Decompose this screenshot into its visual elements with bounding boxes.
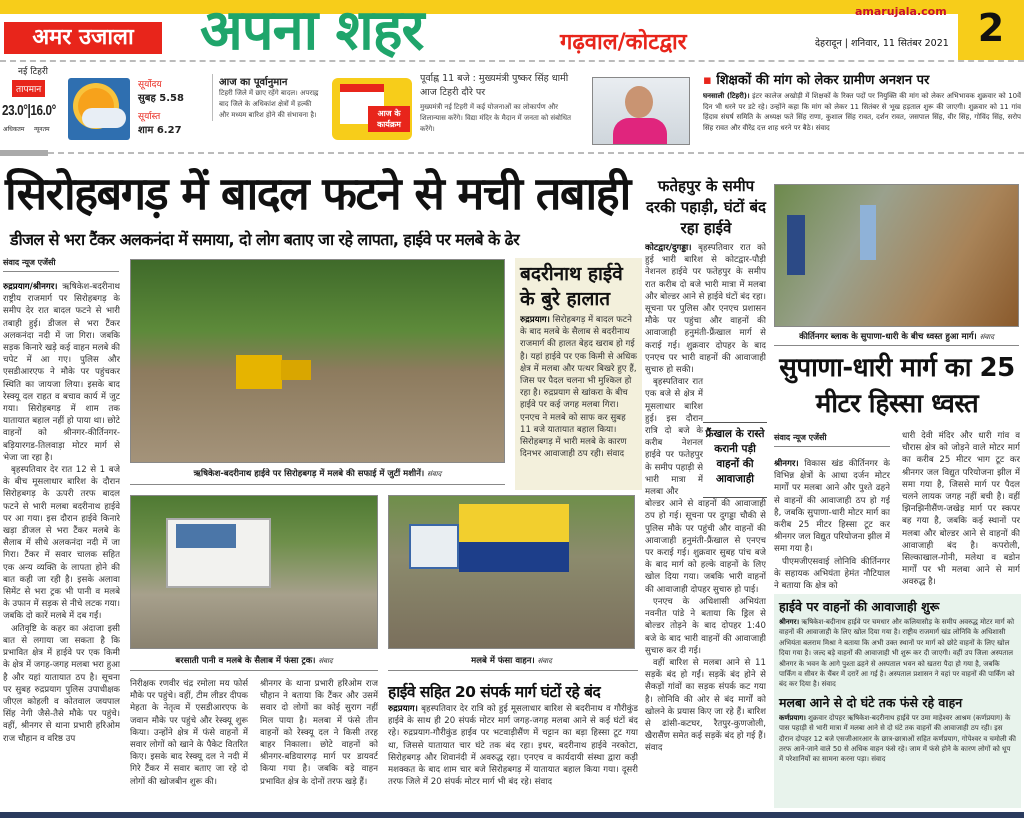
photo-machines-clearing-debris xyxy=(130,259,505,463)
chief-minister-photo xyxy=(592,77,690,145)
lead-headline: सिरोहबगड़ में बादल फटने से मची तबाही xyxy=(5,167,630,220)
lead-byline: संवाद न्यूज एजेंसी xyxy=(3,258,56,267)
green-box: हाईवे पर वाहनों की आवाजाही शुरू श्रीनगर। ऋषिकेश-बदीनाथ हाईवे पर चमधार और कलियासौड़ के समीप अवरुद्ध मोटर मार्ग को वाहनों की आवाजाही के लिए खोल दिया गया है। राष्ट्रीय राजमार्ग खंड लोनिवि के अधिशासी अभियंता बलराम मिश्रा ने बताया कि अभी उक्त स्थानों पर मार्ग को छोटे वाहनों के लिए खोल दिया गया है। जल्द बड़े वाहनों की आवाजाही भी शुरू कर दी जाएगी। वहीं उप जिला अस्पताल श्रीनगर के भवन के आगे पुश्ता ढहने से अस्पताल भवन को खतरा पैदा हो गया है, जबकि पार्किंग व सीवर के चैंबर में दरारें आ गई है। अस्पताल प्रशासन ने वहां पर वाहनों की पार्किंग को बंद कर दिया है। संवाद मलबा आने से दो घंटे तक फंसे रहे वाहन कर्णप्रयाग। शुक्रवार दोपहर ऋषिकेश-बदरीनाथ हाईवे पर उमा माहेश्वर आश्रम (कर्णप्रयाग) के पास पहाड़ी से भारी मात्रा में मलबा आने से दो घंटे तक वाहनों की आवाजाही ठप रही। इस दौरान दोपहर 12 बजे एसजीआरआर के छात्र-छात्राओं सहित कर्णप्रयाग, गोपेश्वर व चमोली की तरफ आने-जाने वाले 50 से अधिक वाहन फंसे रहे। जाम में फंसे होने के कारण लोगों को धूप में परेशानियों का सामना करना पड़ा। संवाद xyxy=(774,594,1021,808)
sunrise-time: सुबह 5.58 xyxy=(138,93,184,104)
temp-min-label: न्यूनतम xyxy=(34,126,50,133)
lead-column-2: निरीक्षक रणवीर चंद्र रमोला मय फोर्स मौके पर पहुंचे। वहीं, टीम लीडर दीपक मेहता के नेतृत्व में एसडीआरएफ के जवान मौके पर पहुंचे और रेस्क्यू शुरू किया। उन्होंने क्षेत्र में फंसे वाहनों में सवार लोगों को खाने के पैकेट वितरित किए। इसके बाद रेस्क्यू दल ने नदी में गिरे टैंकर में सवार बताए जा रहे दो लोगों की खोजबीन शुरू की। xyxy=(130,679,248,787)
fatehpur-pullquote: फ्रैंखाल के रास्ते करानी पड़ी वाहनों की आवाजाही xyxy=(703,422,767,498)
divider xyxy=(48,152,1024,154)
photo-damaged-road xyxy=(774,184,1019,327)
page-number: 2 xyxy=(977,6,1005,50)
forecast-text: टिहरी जिले में छाए रहेंगे बादल। अपराह्न बाद जिले के अधिकांश क्षेत्रों में हल्की और मध्यम बारिश होने की संभावना है। xyxy=(219,89,319,119)
fatehpur-column: कोटद्वार/दुगड्डा। बृहस्पतिवार रात को हुई भारी बारिश से कोटद्वार-पौड़ी नेशनल हाईवे पर फतेहपुर के समीप रात करीब दो बजे भारी मात्रा में मलबा और बोल्डर आने से हाईवे घंटों बंद रहा। सूचना पर पुलिस और एनएच प्रशासन मौके पर पहुंचा और वाहनों की आवाजाही हनुमंती-फ्रैंखाल मार्ग से कराई गई। शुक्रवार दोपहर के बाद एनएच पर भारी वाहनों की आवाजाही सुचारु हो सकी। बृहस्पतिवार रात एक बजे से क्षेत्र में मूसलाधार बारिश हुई। इस दौरान रात्रि दो बजे के करीब नेशनल हाईवे पर फतेहपुर के समीप पहाड़ी से भारी मात्रा में मलबा और बोल्डर आने से वाहनों की आवाजाही ठप हो गई। सूचना पर दुगड्डा चौकी से पुलिस मौके पर पहुंची और वाहनों की आवाजाही हनुमंती-फ्रैंखाल से एनएच पर कराई गई। शुक्रवार सुबह पांच बजे के बाद मार्ग को हल्के वाहनों के लिए खोल दिया गया। जबकि भारी वाहनों की आवाजाही दोपहर सुचारु हो पाई। एनएच के अधिशासी अभियंता नवनीत पांडे ने बताया कि ड्रिल से बोल्डर तोड़ने के बाद दोपहर 1:40 बजे के बाद भारी वाहनों की आवाजाही सुचारु कर दी गई। वहीं बारिश से मलबा आने से 11 सड़कें बंद हो गईं। सड़कें बंद होने से सैकड़ों गांवों का सड़क संपर्क कट गया है। लोनिवि की ओर से बंद मार्गों को खोलने के प्रयास किए जा रहे हैं। बारिश से ढांसी-कटघर, रैतपुर-कुणजोली, खैरासैंण समेत कई सड़कें बंद हो गई हैं। संवाद xyxy=(645,243,766,754)
caption: ऋषिकेश-बदरीनाथ हाईवे पर सिरोहबगड़ में मलबे की सफाई में जुटीं मशीनें। xyxy=(193,469,425,479)
badrinath-text: सिरोहबगड़ में बादल फटने के बाद मलबे के सैलाब से बदरीनाथ राजमार्ग की हालत बेहद खराब हो गई है। यहां हाईवे पर एक किमी से अधिक क्षेत्र में मलबा और पत्थर बिखरे हुए हैं, जिस पर पैदल चलना भी मुश्किल हो रहा है। रुद्रप्रयाग से खांकरा के बीच हाईवे पर कई जगह मलबा गिरा। एनएच ने मलबे को साफ कर सुबह 11 बजे यातायात बहाल किया। सिरोहबगड़ में भारी मलबे के कारण दिनभर आवाजाही ठप रही। संवाद xyxy=(520,315,637,460)
photo-vehicle-stuck xyxy=(388,495,635,649)
weather-city: नई टिहरी xyxy=(18,67,48,77)
program-badge: आज के कार्यक्रम xyxy=(368,106,410,132)
temp-min: 16.0° xyxy=(30,102,56,119)
forecast-title: आज का पूर्वानुमान xyxy=(219,77,288,88)
temperature-readout: 23.0°|16.0° xyxy=(2,102,56,119)
teachers-story: ▪ शिक्षकों की मांग को लेकर ग्रामीण अनशन पर घनसाली (टिहरी)। इंटर कालेज अखोड़ी में शिक्षकों के रिक्त पदों पर नियुक्ति की मांग को लेकर अभिभावक शुक्रवार को 10वें दिन भी धरने पर डटे रहे। उन्होंने कहा कि मांग को लेकर 11 सितंबर से भूख हड़ताल शुरू की जाएगी। शुक्रवार को 11 गांव हिंदाव संघर्ष समिति के अध्यक्ष फते सिंह राणा, कुशाल सिंह रावत, दर्शन रावत, जसपाल सिंह, वीर सिंह, गोविंद सिंह, सरोप सिंह रावत और वीरेंद्र दत्त शाह धरने पर बैठे। संवाद xyxy=(703,70,1021,133)
dateline-bar: देहरादून | शनिवार, 11 सितंबर 2021 xyxy=(815,38,949,49)
caption: मलबे में फंसा वाहन। xyxy=(471,656,535,666)
badrinath-box: बदरीनाथ हाईवे के बुरे हालात रुद्रप्रयाग। सिरोहबगड़ में बादल फटने के बाद मलबे के सैलाब से बदरीनाथ राजमार्ग की हालत बेहद खराब हो गई है। यहां हाईवे पर एक किमी से अधिक क्षेत्र में मलबा और पत्थर बिखरे हुए हैं, जिस पर पैदल चलना भी मुश्किल हो रहा है। रुद्रप्रयाग से खांकरा के बीच हाईवे पर कई जगह मलबा गिरा। एनएच ने मलबे को साफ कर सुबह 11 बजे यातायात बहाल किया। सिरोहबगड़ में भारी मलबे के कारण दिनभर आवाजाही ठप रही। संवाद xyxy=(515,258,642,490)
section-title: अपना शहर xyxy=(200,0,424,63)
footer-bar xyxy=(0,812,1024,818)
supana-byline: संवाद न्यूज एजेंसी xyxy=(774,433,827,442)
sunrise-label: सूर्योदय xyxy=(138,80,162,90)
temp-max-label: अधिकतम xyxy=(3,126,25,133)
badrinath-title: बदरीनाथ हाईवे के बुरे हालात xyxy=(520,263,623,310)
logo: अमर उजाला xyxy=(4,22,162,54)
supana-column-1: श्रीनगर। विकास खंड कीर्तिनगर के विभिन्न क्षेत्रों के आधा दर्जन मोटर मार्गों पर मलबा आने और पुश्ते ढहने से वाहनों की आवाजाही ठप हो गई है, जबकि सुपाणा-धारी मोटर मार्ग का करीब 25 मीटर हिस्सा टूट कर श्रीनगर जल विद्युत परियोजना झील में समा गया है। पीएमजीएसवाई लोनिवि कीर्तिनगर के सहायक अभियंता हेमंत नौटियाल ने बताया कि क्षेत्र को xyxy=(774,459,890,590)
sunset-time: शाम 6.27 xyxy=(138,125,182,136)
stuck-headline: मलबा आने से दो घंटे तक फंसे रहे वाहन xyxy=(779,694,963,710)
teachers-text: इंटर कालेज अखोड़ी में शिक्षकों के रिक्त पदों पर नियुक्ति की मांग को लेकर अभिभावक शुक्रवार को 10वें दिन भी धरने पर डटे रहे। उन्होंने कहा कि मांग को लेकर 11 सितंबर से भूख हड़ताल शुरू की जाएगी। शुक्रवार को 11 गांव हिंदाव संघर्ष समिति के अध्यक्ष फते सिंह राणा, कुशाल सिंह रावत, दर्शन रावत, जसपाल सिंह, वीर सिंह, गोविंद सिंह, सरोप सिंह रावत और वीरेंद्र दत्त शाह धरने पर बैठे। संवाद xyxy=(703,92,1021,132)
lead-column-1: रुद्रप्रयाग/श्रीनगर। ऋषिकेश-बदरीनाथ राष्ट्रीय राजमार्ग पर सिरोहबगड़ के समीप देर रात बादल फटने से भारी तबाही हुई। डीजल से भरा टैंकर अलकनंदा नदी में जा गिरा। जबकि सड़क किनारे खड़े कई वाहन मलबे की चपेट में आ गए। पुलिस और एसडीआरएफ ने मौके पर पहुंचकर स्थिति का जायजा लिया। इसके बाद रेस्क्यू दल राहत व बचाव कार्य में जुट गया। सिरोहबगड़ में शाम तक यातायात बहाल नहीं हो पाया था। छोटे वाहनों को श्रीनगर-कीर्तिनगर-बड़ियारगड-तिलवाड़ा मोटर मार्ग से भेजा जा रहा है। बृहस्पतिवार देर रात 12 से 1 बजे के बीच मूसलाधार बारिश के दौरान सिरोहबगड़ के ऊपरी तरफ बादल फटने से भारी मलबा बदरीनाथ हाईवे पर आ गया। इस दौरान हाईवे किनारे खड़ा डीजल से भरा टैंकर मलबे के सैलाब में सीधे अलकनंदा नदी में जा गिरा। टैंकर में सवार चालक सहित एक अन्य व्यक्ति के लापता होने की बात कही जा रही है। इसके अलावा सिमेंट से भरा ट्रक भी पानी व मलबे के उफान में सड़क से नीचे लटक गया। जबकि दो कारें मलबे में दब गईं। अतिवृष्टि के कहर का अंदाजा इसी बात से लगाया जा सकता है कि प्रभावित क्षेत्र में हाईवे पर एक किमी के क्षेत्र में जगह-जगह मलबा भरा हुआ है और यहां यातायात ठप है। सूचना पर सुबह रुद्रप्रयाग पुलिस उपाधीक्षक जीएल कोहली व कोतवाल जयपाल सिंह नेगी जैसे-तैसे मौके पर पहुंचे। वहीं, श्रीनगर से थाना प्रभारी हरिओम राज चौहान व वरिष्ठ उप xyxy=(3,282,120,744)
partly-cloudy-icon xyxy=(68,78,130,140)
supana-headline: सुपाणा-धारी मार्ग का 25 मीटर हिस्सा ध्वस्त xyxy=(779,353,1015,419)
roads20-headline: हाईवे सहित 20 संपर्क मार्ग घंटों रहे बंद xyxy=(388,683,601,701)
teachers-headline: ▪ शिक्षकों की मांग को लेकर ग्रामीण अनशन पर xyxy=(703,73,930,88)
photo-truck-in-debris xyxy=(130,495,378,649)
website: amarujala.com xyxy=(855,5,947,18)
program xyxy=(420,72,580,135)
program-title: पूर्वाह्न 11 बजे : मुख्यमंत्री पुष्कर सिंह धामी आज टिहरी दौरे पर xyxy=(420,73,569,98)
highway-open-headline: हाईवे पर वाहनों की आवाजाही शुरू xyxy=(779,599,940,614)
calendar-icon xyxy=(332,78,412,140)
caption: कीर्तिनगर ब्लाक के सुपाणा-धारी के बीच ध्वस्त हुआ मार्ग। xyxy=(799,332,977,342)
caption: बरसाती पानी व मलबे के सैलाब में फंसा ट्रक। xyxy=(175,656,316,666)
supana-column-2: धारी देवी मंदिर और धारी गांव व चौरास क्षेत्र को जोड़ने वाले मोटर मार्ग का करीब 25 मीटर भाग टूट कर श्रीनगर जल विद्युत परियोजना झील में समा गया है, जिससे मार्ग पर पैदल चलने लायक जगह नहीं बची है। वहीं झिनझिनीसैंण-जखेड़ मार्ग पर स्कपर बह गया है, जबकि कई स्थानों पर मलबा और बोल्डर आने से वाहनों की आवाजाही बंद है। कपरोली, सिल्काखाल-गोनी, मलेथा व बडोन मार्गों पर भी मलबा आने से मार्ग अवरुद्ध है। xyxy=(902,431,1020,588)
date: शनिवार, 11 सितंबर 2021 xyxy=(851,38,949,49)
lead-column-3: श्रीनगर के थाना प्रभारी हरिओम राज चौहान ने बताया कि टैंकर और उसमें सवार दो लोगों का कोई सुराग नहीं मिल पाया है। मलबा में फंसे तीन वाहनों को रेस्क्यू दल ने किसी तरह बाहर निकाला। छोटे वाहनों को श्रीनगर-बडियारगढ़ मार्ग पर डायवर्ट किया गया है। जबकि बड़े वाहन प्रभावित क्षेत्र के दोनों तरफ खड़े हैं। xyxy=(260,679,378,787)
roads20-text: रुद्रप्रयाग। बृहस्पतिवार देर रात्रि को हुई मूसलाधार बारिश से बदरीनाथ व गौरीकुंड हाईवे के साथ ही 20 संपर्क मोटर मार्ग जगह-जगह मलबा आने से कई घंटों बंद रहे। रुद्रप्रयाग-गौरीकुंड हाईव पर भटवाड़ीसैंण में चट्टान का बड़ा हिस्सा टूट गया था, जिससे यातायात चार घंटे तक बंद रहा। इधर, बदरीनाथ हाईवे नरकोटा, सिरोहबगड़ और शिवानंदी में अवरुद्ध रहा। एनएच व कार्यदायी संस्था द्वारा कड़ी मशक्कत के बाद शाम चार बजे सिरोहबगड़ में यातायात बहाल किया गया। दूसरी तरफ जिले में 20 संपर्क मोटर मार्ग भी बंद रहे। संवाद xyxy=(388,704,638,788)
divider xyxy=(0,60,1024,62)
lead-subhead: डीजल से भरा टैंकर अलकनंदा में समाया, दो लोग बताए जा रहे लापता, हाईवे पर मलबे के ढेर xyxy=(10,230,520,249)
temp-max: 23.0° xyxy=(2,102,28,119)
region-title: गढ़वाल/कोटद्वार xyxy=(560,30,687,55)
temperature-label: तापमान xyxy=(12,80,45,97)
forecast xyxy=(212,74,322,121)
program-text: मुख्यमंत्री नई टिहरी में कई योजनाओं का लोकार्पण और शिलान्यास करेंगे। विद्या मंदिर के मैदान में जनता को संबोधित करेंगे। xyxy=(420,103,572,133)
sunset-label: सूर्यास्त xyxy=(138,112,161,122)
city: देहरादून xyxy=(815,38,842,49)
fatehpur-headline: फतेहपुर के समीप दरकी पहाड़ी, घंटों बंद रहा हाईवे xyxy=(646,177,766,237)
